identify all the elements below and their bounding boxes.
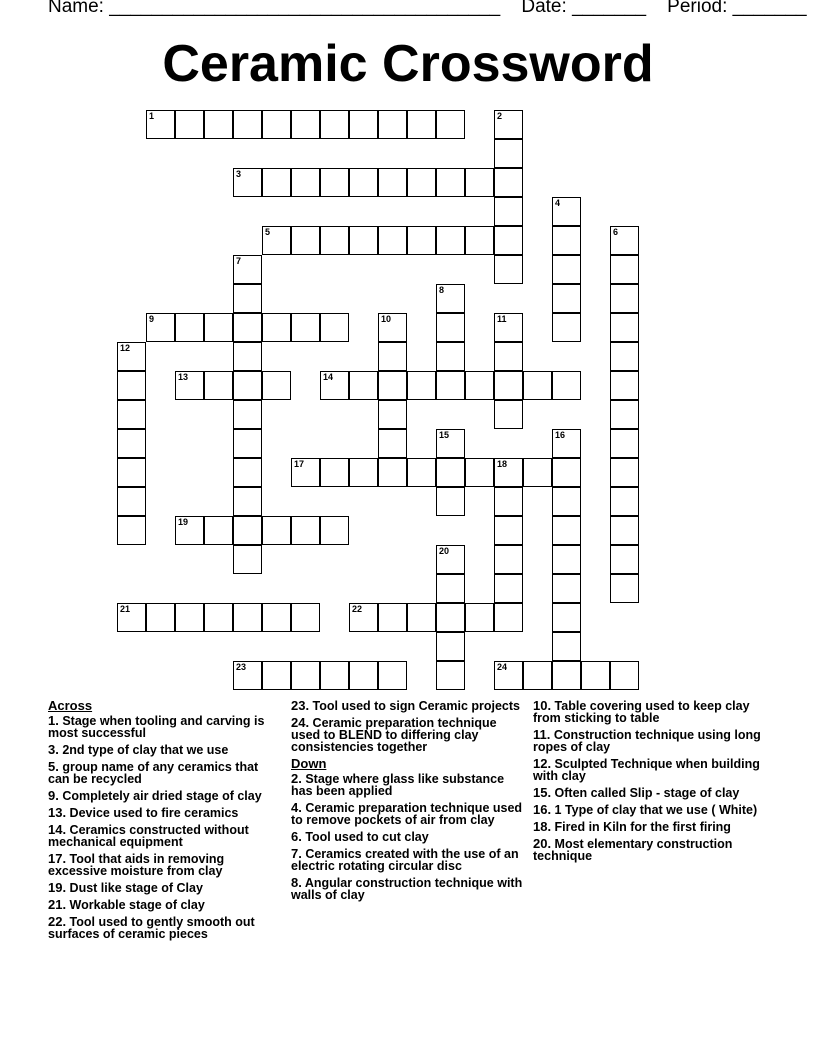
period-label: Period:	[667, 0, 728, 17]
clue-text: Ceramics constructed without mechanical equipment	[48, 823, 249, 849]
crossword-cell[interactable]	[494, 516, 523, 545]
clue-num: 11.	[533, 727, 551, 742]
crossword-cell[interactable]	[175, 371, 204, 400]
clue-num: 14.	[48, 822, 67, 837]
across-clue	[48, 744, 280, 756]
clue-number: 22	[352, 604, 363, 614]
crossword-cell[interactable]	[233, 487, 262, 516]
crossword-cell[interactable]	[552, 313, 581, 342]
crossword-cell[interactable]	[117, 487, 146, 516]
across-clue	[48, 916, 280, 940]
crossword-cell[interactable]	[262, 516, 291, 545]
clue-num: 4.	[291, 800, 302, 815]
crossword-cell[interactable]	[233, 168, 262, 197]
clue-num: 3.	[48, 742, 59, 757]
down-clue-list-continued	[533, 700, 765, 862]
crossword-cell[interactable]	[262, 661, 291, 690]
clue-num: 15.	[533, 785, 552, 800]
clue-text: Completely air dried stage of clay	[58, 789, 262, 803]
crossword-cell[interactable]	[320, 110, 349, 139]
clue-num: 7.	[291, 846, 302, 861]
clue-number: 18	[497, 459, 508, 469]
clue-num: 6.	[291, 829, 302, 844]
crossword-cell[interactable]	[552, 516, 581, 545]
down-clue	[533, 821, 765, 833]
crossword-cell[interactable]	[349, 168, 378, 197]
clue-number: 15	[439, 430, 450, 440]
crossword-cell[interactable]	[233, 400, 262, 429]
crossword-cell[interactable]	[494, 458, 523, 487]
period-field[interactable]: _______	[732, 0, 807, 17]
crossword-cell[interactable]	[494, 226, 523, 255]
crossword-cell[interactable]	[117, 371, 146, 400]
crossword-cell[interactable]	[291, 661, 320, 690]
clue-number: 20	[439, 546, 450, 556]
clue-text: Tool used to cut clay	[301, 830, 429, 844]
crossword-cell[interactable]	[610, 429, 639, 458]
crossword-cell[interactable]	[610, 661, 639, 690]
down-clue	[291, 802, 523, 826]
crossword-cell[interactable]	[552, 226, 581, 255]
clue-num: 23.	[291, 698, 310, 713]
clue-column-2	[291, 700, 523, 906]
crossword-cell[interactable]	[494, 197, 523, 226]
crossword-cell[interactable]	[320, 516, 349, 545]
clue-number: 3	[236, 169, 242, 179]
across-clue	[48, 824, 280, 848]
clue-num: 1.	[48, 713, 59, 728]
crossword-cell[interactable]	[117, 400, 146, 429]
crossword-cell[interactable]	[349, 371, 378, 400]
crossword-cell[interactable]	[117, 342, 146, 371]
crossword-cell[interactable]	[349, 110, 378, 139]
crossword-cell[interactable]	[175, 516, 204, 545]
crossword-cell[interactable]	[552, 255, 581, 284]
crossword-cell[interactable]	[407, 110, 436, 139]
crossword-cell[interactable]	[436, 110, 465, 139]
down-clue	[533, 804, 765, 816]
crossword-cell[interactable]	[204, 603, 233, 632]
clue-text: Tool used to gently smooth out surfaces of ceramic pieces	[48, 915, 255, 941]
crossword-cell[interactable]	[552, 284, 581, 313]
clue-num: 18.	[533, 819, 552, 834]
crossword-cell[interactable]	[262, 226, 291, 255]
across-heading: Across	[48, 698, 93, 713]
crossword-cell[interactable]	[349, 458, 378, 487]
crossword-cell[interactable]	[291, 110, 320, 139]
crossword-cell[interactable]	[146, 313, 175, 342]
crossword-cell[interactable]	[378, 226, 407, 255]
crossword-cell[interactable]	[465, 226, 494, 255]
across-clue	[48, 761, 280, 785]
crossword-cell[interactable]	[378, 603, 407, 632]
clue-text: Often called Slip - stage of clay	[551, 786, 740, 800]
across-clue-list-continued	[291, 700, 523, 753]
clue-number: 7	[236, 256, 242, 266]
clue-num: 20.	[533, 836, 552, 851]
crossword-cell[interactable]	[349, 661, 378, 690]
crossword-cell[interactable]	[204, 313, 233, 342]
crossword-cell[interactable]	[233, 516, 262, 545]
crossword-cell[interactable]	[552, 197, 581, 226]
crossword-cell[interactable]	[494, 168, 523, 197]
across-clue	[48, 882, 280, 894]
date-field[interactable]: _______	[572, 0, 647, 17]
clue-text: Workable stage of clay	[66, 898, 205, 912]
crossword-cell[interactable]	[610, 313, 639, 342]
crossword-cell[interactable]	[436, 487, 465, 516]
crossword-cell[interactable]	[552, 661, 581, 690]
clue-text: Stage where glass like substance has been applied	[291, 772, 505, 798]
clue-number: 16	[555, 430, 566, 440]
crossword-cell[interactable]	[320, 313, 349, 342]
clue-num: 12.	[533, 756, 552, 771]
clue-num: 19.	[48, 880, 67, 895]
crossword-cell[interactable]	[117, 516, 146, 545]
clue-number: 5	[265, 227, 271, 237]
clue-text: Table covering used to keep clay from sticking to table	[533, 699, 750, 725]
crossword-cell[interactable]	[233, 371, 262, 400]
crossword-cell[interactable]	[494, 545, 523, 574]
date-label: Date:	[521, 0, 567, 17]
crossword-cell[interactable]	[552, 574, 581, 603]
across-clue	[48, 790, 280, 802]
clue-text: Stage when tooling and carving is most successful	[48, 714, 265, 740]
clue-number: 2	[497, 111, 503, 121]
crossword-cell[interactable]	[465, 458, 494, 487]
clue-num: 10.	[533, 698, 552, 713]
crossword-cell[interactable]	[378, 371, 407, 400]
crossword-cell[interactable]	[291, 516, 320, 545]
crossword-cell[interactable]	[465, 371, 494, 400]
crossword-cell[interactable]	[320, 226, 349, 255]
crossword-cell[interactable]	[552, 429, 581, 458]
crossword-cell[interactable]	[581, 661, 610, 690]
crossword-cell[interactable]	[436, 371, 465, 400]
down-clue	[291, 831, 523, 843]
down-clue	[533, 838, 765, 862]
clue-number: 4	[555, 198, 561, 208]
crossword-cell[interactable]	[378, 313, 407, 342]
name-field[interactable]: _____________________________________	[109, 0, 501, 17]
clue-number: 19	[178, 517, 189, 527]
down-clue-list	[291, 773, 523, 901]
crossword-cell[interactable]	[610, 574, 639, 603]
crossword-cell[interactable]	[436, 632, 465, 661]
crossword-cell[interactable]	[291, 226, 320, 255]
crossword-cell[interactable]	[407, 603, 436, 632]
clue-number: 13	[178, 372, 189, 382]
crossword-cell[interactable]	[378, 429, 407, 458]
crossword-cell[interactable]	[610, 284, 639, 313]
clue-num: 9.	[48, 788, 59, 803]
across-clue	[48, 899, 280, 911]
crossword-cell[interactable]	[349, 603, 378, 632]
crossword-cell[interactable]	[291, 313, 320, 342]
crossword-cell[interactable]	[494, 487, 523, 516]
crossword-cell[interactable]	[494, 603, 523, 632]
crossword-cell[interactable]	[233, 342, 262, 371]
crossword-cell[interactable]	[320, 168, 349, 197]
crossword-cell[interactable]	[552, 632, 581, 661]
crossword-cell[interactable]	[465, 603, 494, 632]
clue-text: Ceramic preparation technique used to remove pockets of air from clay	[291, 801, 523, 827]
clue-num: 21.	[48, 897, 67, 912]
crossword-cell[interactable]	[262, 313, 291, 342]
crossword-cell[interactable]	[320, 371, 349, 400]
crossword-cell[interactable]	[378, 342, 407, 371]
crossword-cell[interactable]	[175, 603, 204, 632]
crossword-cell[interactable]	[262, 110, 291, 139]
crossword-cell[interactable]	[407, 458, 436, 487]
crossword-cell[interactable]	[436, 574, 465, 603]
crossword-cell[interactable]	[378, 168, 407, 197]
crossword-cell[interactable]	[378, 661, 407, 690]
crossword-cell[interactable]	[320, 458, 349, 487]
clue-text: 2nd type of clay that we use	[58, 743, 229, 757]
down-clue	[291, 773, 523, 797]
crossword-cell[interactable]	[233, 603, 262, 632]
down-heading: Down	[291, 756, 327, 771]
crossword-cell[interactable]	[233, 284, 262, 313]
crossword-cell[interactable]	[320, 661, 349, 690]
crossword-cell[interactable]	[436, 458, 465, 487]
clue-text: Angular construction technique with walls of clay	[291, 876, 523, 902]
down-clue	[533, 758, 765, 782]
clue-num: 22.	[48, 914, 67, 929]
crossword-cell[interactable]	[610, 545, 639, 574]
down-clue	[533, 729, 765, 753]
clue-column-1	[48, 700, 280, 945]
crossword-cell[interactable]	[436, 545, 465, 574]
crossword-cell[interactable]	[494, 661, 523, 690]
crossword-cell[interactable]	[291, 458, 320, 487]
clue-number: 17	[294, 459, 305, 469]
clue-number: 23	[236, 662, 247, 672]
clue-text: Device used to fire ceramics	[66, 806, 239, 820]
clue-num: 24.	[291, 715, 310, 730]
clue-num: 13.	[48, 805, 67, 820]
crossword-cell[interactable]	[465, 168, 494, 197]
clue-number: 10	[381, 314, 392, 324]
crossword-cell[interactable]	[407, 226, 436, 255]
across-clue	[291, 700, 523, 712]
clue-text: Dust like stage of Clay	[66, 881, 203, 895]
crossword-cell[interactable]	[291, 603, 320, 632]
crossword-cell[interactable]	[146, 603, 175, 632]
crossword-cell[interactable]	[349, 226, 378, 255]
crossword-cell[interactable]	[204, 371, 233, 400]
clue-num: 8.	[291, 875, 302, 890]
crossword-cell[interactable]	[610, 226, 639, 255]
clue-text: group name of any ceramics that can be recycled	[48, 760, 259, 786]
crossword-cell[interactable]	[407, 371, 436, 400]
crossword-cell[interactable]	[233, 255, 262, 284]
down-clue	[533, 787, 765, 799]
crossword-cell[interactable]	[204, 110, 233, 139]
across-clue	[48, 853, 280, 877]
crossword-cell[interactable]	[523, 661, 552, 690]
crossword-cell[interactable]	[494, 110, 523, 139]
name-label: Name:	[48, 0, 104, 17]
clue-number: 24	[497, 662, 508, 672]
clue-number: 1	[149, 111, 155, 121]
crossword-cell[interactable]	[523, 458, 552, 487]
crossword-cell[interactable]	[175, 313, 204, 342]
crossword-cell[interactable]	[610, 342, 639, 371]
crossword-cell[interactable]	[494, 139, 523, 168]
crossword-cell[interactable]	[146, 110, 175, 139]
across-clue	[48, 807, 280, 819]
crossword-cell[interactable]	[117, 429, 146, 458]
clue-number: 6	[613, 227, 619, 237]
crossword-cell[interactable]	[117, 458, 146, 487]
clue-num: 16.	[533, 802, 552, 817]
crossword-cell[interactable]	[436, 661, 465, 690]
clue-num: 2.	[291, 771, 302, 786]
crossword-cell[interactable]	[233, 545, 262, 574]
clue-num: 5.	[48, 759, 59, 774]
crossword-cell[interactable]	[233, 110, 262, 139]
crossword-cell[interactable]	[378, 400, 407, 429]
down-clue	[291, 848, 523, 872]
clue-number: 9	[149, 314, 155, 324]
crossword-cell[interactable]	[436, 429, 465, 458]
crossword-cell[interactable]	[436, 226, 465, 255]
clue-text: Ceramics created with the use of an electric rotating circular disc	[291, 847, 519, 873]
crossword-cell[interactable]	[436, 603, 465, 632]
crossword-cell[interactable]	[494, 255, 523, 284]
crossword-cell[interactable]	[378, 458, 407, 487]
clue-text: Construction technique using long ropes of clay	[533, 728, 761, 754]
clue-text: Tool used to sign Ceramic projects	[309, 699, 520, 713]
clue-number: 12	[120, 343, 131, 353]
clue-number: 14	[323, 372, 334, 382]
crossword-cell[interactable]	[494, 342, 523, 371]
crossword-cell[interactable]	[494, 371, 523, 400]
crossword-cell[interactable]	[378, 110, 407, 139]
clue-text: Ceramic preparation technique used to BLEND to differing clay consistencies together	[291, 716, 497, 754]
clue-number: 11	[497, 314, 507, 324]
crossword-cell[interactable]	[494, 400, 523, 429]
clue-column-3	[533, 700, 765, 867]
clue-number: 21	[120, 604, 131, 614]
crossword-cell[interactable]	[494, 574, 523, 603]
crossword-cell[interactable]	[262, 168, 291, 197]
crossword-cell[interactable]	[233, 458, 262, 487]
across-clue	[291, 717, 523, 753]
crossword-cell[interactable]	[552, 545, 581, 574]
crossword-cell[interactable]	[610, 400, 639, 429]
crossword-cell[interactable]	[552, 371, 581, 400]
clue-text: Fired in Kiln for the first firing	[551, 820, 731, 834]
down-clue	[533, 700, 765, 724]
crossword-cell[interactable]	[552, 458, 581, 487]
crossword-cell[interactable]	[262, 371, 291, 400]
clue-text: Tool that aids in removing excessive moisture from clay	[48, 852, 225, 878]
crossword-cell[interactable]	[610, 371, 639, 400]
crossword-cell[interactable]	[610, 487, 639, 516]
clue-text: 1 Type of clay that we use ( White)	[551, 803, 758, 817]
crossword-cell[interactable]	[610, 458, 639, 487]
across-clue-list	[48, 715, 280, 940]
crossword-cell[interactable]	[436, 342, 465, 371]
across-clue	[48, 715, 280, 739]
page-title: Ceramic Crossword	[162, 35, 654, 93]
crossword-cell[interactable]	[610, 255, 639, 284]
crossword-cell[interactable]	[436, 284, 465, 313]
clue-text: Most elementary construction technique	[533, 837, 733, 863]
down-clue	[291, 877, 523, 901]
crossword-cell[interactable]	[523, 371, 552, 400]
crossword-cell[interactable]	[233, 661, 262, 690]
crossword-cell[interactable]	[175, 110, 204, 139]
crossword-cell[interactable]	[552, 487, 581, 516]
clue-text: Sculpted Technique when building with clay	[533, 757, 760, 783]
crossword-cell[interactable]	[233, 313, 262, 342]
crossword-cell[interactable]	[204, 516, 233, 545]
crossword-cell[interactable]	[291, 168, 320, 197]
crossword-cell[interactable]	[436, 313, 465, 342]
crossword-cell[interactable]	[262, 603, 291, 632]
crossword-cell[interactable]	[436, 168, 465, 197]
crossword-cell[interactable]	[552, 603, 581, 632]
crossword-cell[interactable]	[407, 168, 436, 197]
clue-number: 8	[439, 285, 445, 295]
crossword-cell[interactable]	[494, 313, 523, 342]
clue-num: 17.	[48, 851, 67, 866]
crossword-cell[interactable]	[233, 429, 262, 458]
crossword-cell[interactable]	[610, 516, 639, 545]
crossword-cell[interactable]	[117, 603, 146, 632]
